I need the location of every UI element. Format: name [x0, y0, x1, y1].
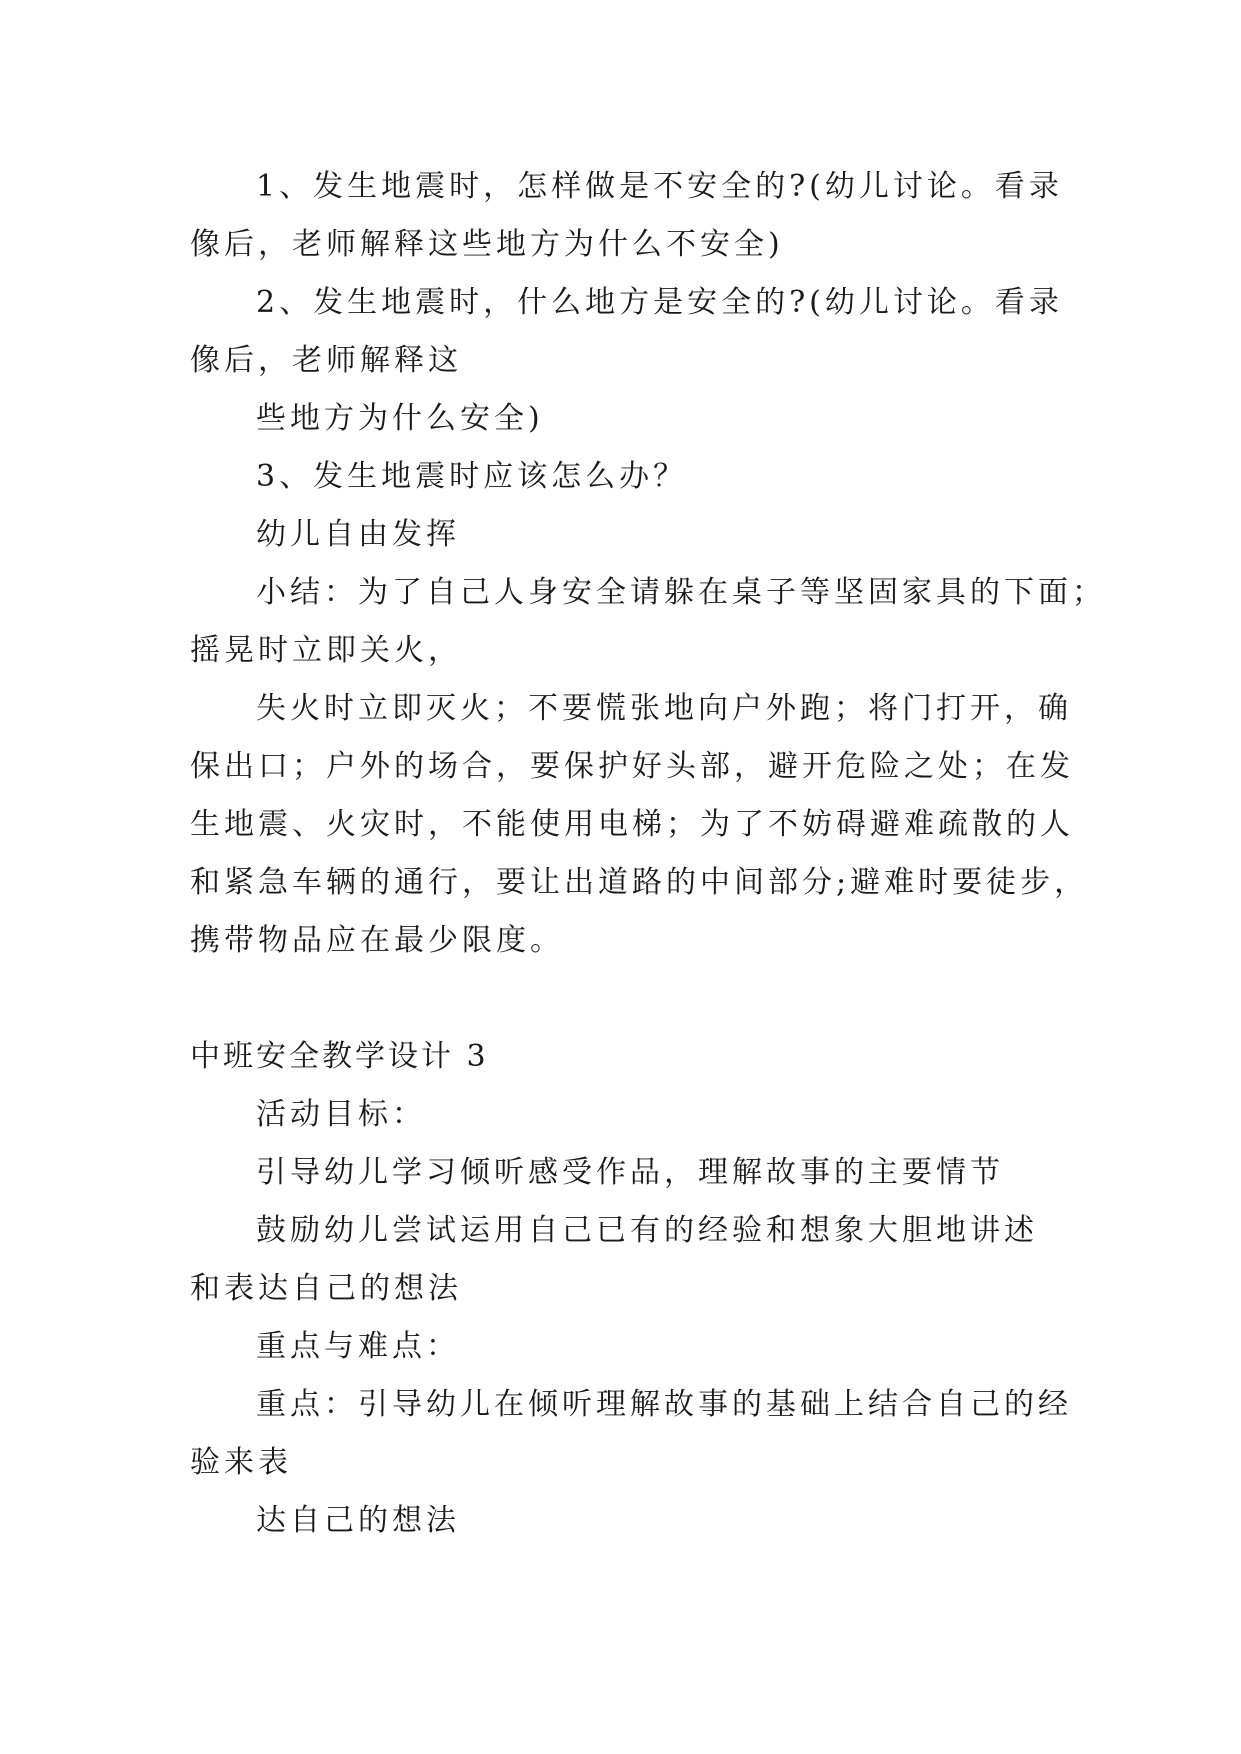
paragraph-line: 1、发生地震时，怎样做是不安全的?(幼儿讨论。看录	[256, 169, 1063, 204]
paragraph-line: 像后，老师解释这	[190, 343, 462, 378]
paragraph-line: 达自己的想法	[256, 1503, 460, 1538]
paragraph-line: 3、发生地震时应该怎么办？	[256, 459, 688, 494]
paragraph-line: 引导幼儿学习倾听感受作品，理解故事的主要情节	[256, 1155, 1004, 1190]
paragraph-line: 生地震、火灾时，不能使用电梯；为了不妨碍避难疏散的人	[190, 807, 1074, 842]
section-gap	[190, 970, 1050, 1028]
section-title: 中班安全教学设计 3	[190, 1039, 489, 1074]
paragraph-line: 摇晃时立即关火，	[190, 633, 462, 668]
paragraph-line: 重点：引导幼儿在倾听理解故事的基础上结合自己的经	[256, 1387, 1072, 1422]
paragraph-line: 验来表	[190, 1445, 292, 1480]
paragraph-line: 携带物品应在最少限度。	[190, 923, 564, 958]
paragraph-line: 失火时立即灭火；不要慌张地向户外跑；将门打开，确	[256, 691, 1072, 726]
paragraph-line: 像后，老师解释这些地方为什么不安全)	[190, 227, 784, 262]
paragraph-line: 幼儿自由发挥	[256, 517, 460, 552]
paragraph-line: 保出口；户外的场合，要保护好头部，避开危险之处；在发	[190, 749, 1074, 784]
paragraph-line: 和表达自己的想法	[190, 1271, 462, 1306]
paragraph-line: 些地方为什么安全)	[256, 401, 544, 436]
paragraph-line: 小结：为了自己人身安全请躲在桌子等坚固家具的下面；	[256, 575, 1106, 610]
paragraph-line: 鼓励幼儿尝试运用自己已有的经验和想象大胆地讲述	[256, 1213, 1038, 1248]
paragraph-line: 重点与难点：	[256, 1329, 460, 1364]
paragraph-line: 活动目标：	[256, 1097, 426, 1132]
document-page	[190, 158, 1106, 1550]
paragraph-line: 2、发生地震时，什么地方是安全的?(幼儿讨论。看录	[256, 285, 1063, 320]
paragraph-line: 和紧急车辆的通行，要让出道路的中间部分;避难时要徒步，	[190, 865, 1089, 900]
